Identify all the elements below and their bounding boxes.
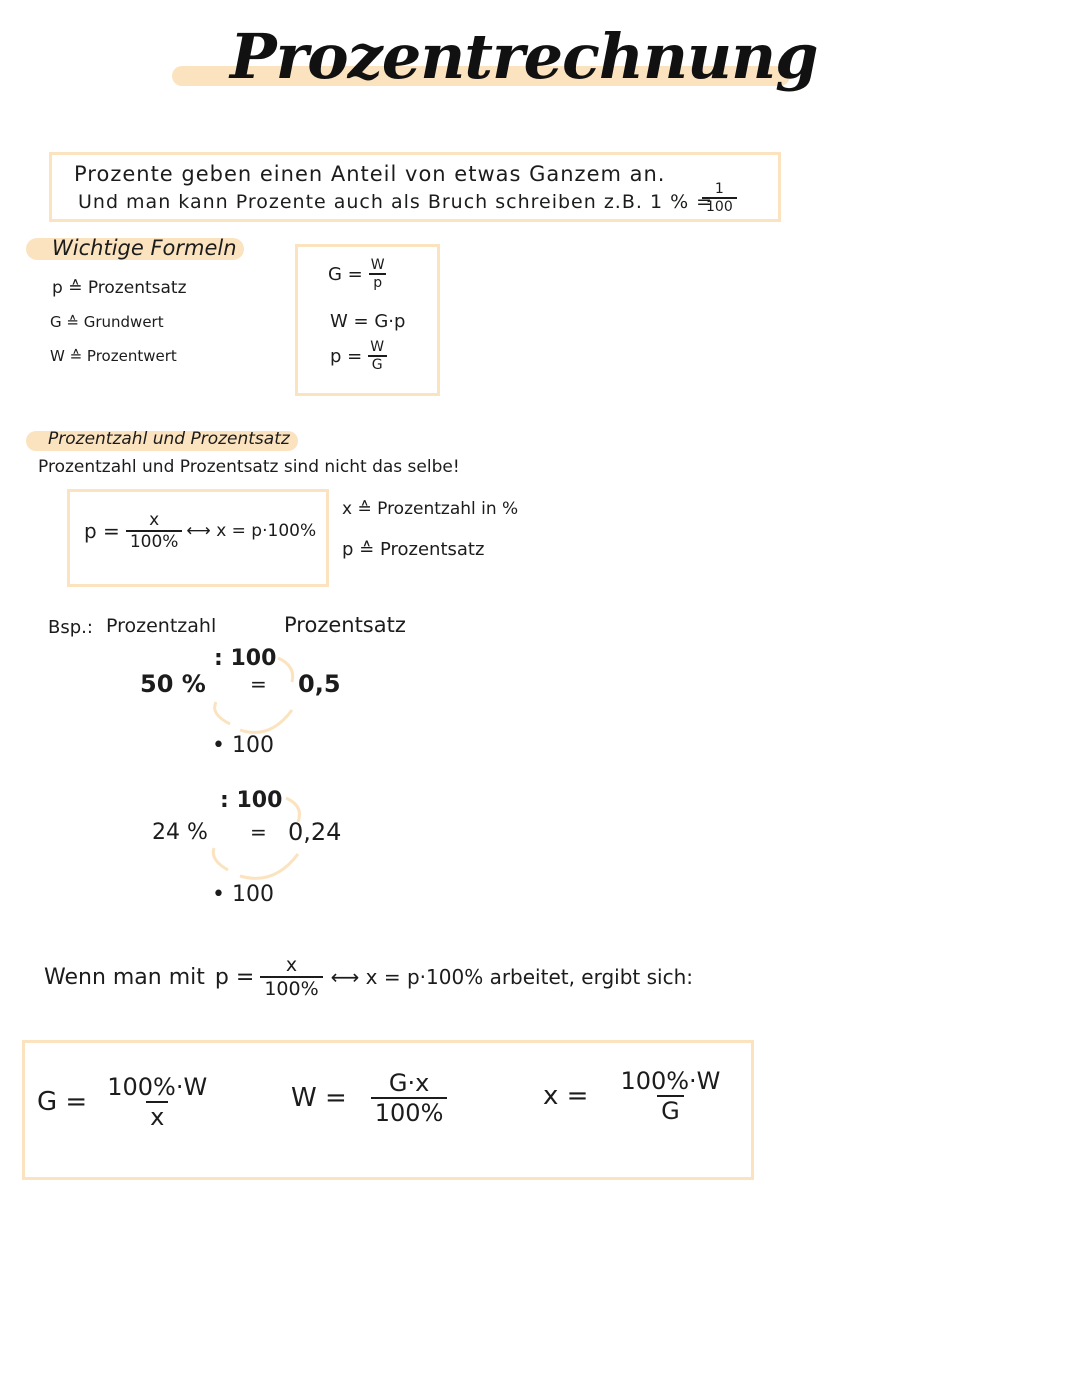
- formeln-heading: Wichtige Formeln: [52, 236, 237, 260]
- ergebnis-x-frac: [616, 1067, 724, 1125]
- ergebnis-box: [22, 1040, 754, 1180]
- ergebnis-w-den: 100%: [371, 1097, 448, 1127]
- intro-fraction: [702, 181, 737, 215]
- formula-p-frac: [366, 339, 388, 373]
- ergebnis-p-lhs: p =: [214, 964, 255, 990]
- prozentzahl-p-lhs: p =: [84, 519, 120, 543]
- ex1-arrow-arcs: [200, 652, 310, 742]
- ex1-eq: =: [250, 672, 267, 696]
- ex2-mul: • 100: [212, 882, 274, 907]
- formula-g-num: W: [370, 257, 385, 273]
- formula-w: W = G·p: [330, 311, 406, 332]
- ergebnis-x: [543, 1067, 724, 1125]
- ex1-back-arc: [215, 702, 230, 724]
- intro-frac-den: 100: [702, 197, 737, 215]
- ergebnis-g-den: x: [146, 1101, 168, 1131]
- def-prozentsatz: p ≙ Prozentsatz: [52, 278, 187, 298]
- ergebnis-p-frac: [260, 954, 322, 1000]
- legend-x: x ≙ Prozentzahl in %: [342, 499, 519, 519]
- ex1-top-arc: [278, 658, 293, 682]
- ergebnis-relation: ⟷ x = p·100% arbeitet, ergibt sich:: [330, 965, 694, 989]
- intro-line-1: Prozente geben einen Anteil von etwas Ganzem an.: [74, 162, 666, 186]
- page-title: Prozentrechnung: [230, 20, 818, 93]
- intro-line-2: Und man kann Prozente auch als Bruch schreiben z.B. 1 % =: [78, 191, 714, 213]
- ergebnis-w-num: G·x: [388, 1069, 430, 1097]
- ergebnis-g: [37, 1073, 211, 1131]
- formula-p-lhs: p =: [330, 345, 363, 367]
- ex1-left: 50 %: [140, 670, 206, 698]
- ex2-back-arc: [213, 848, 228, 870]
- ergebnis-line: [44, 954, 693, 1000]
- prozentzahl-p-num: x: [149, 510, 160, 530]
- def-grundwert: G ≙ Grundwert: [50, 313, 164, 331]
- ergebnis-w-lhs: W =: [291, 1083, 347, 1113]
- prozentzahl-p-den: 100%: [126, 530, 183, 552]
- ex1-right: 0,5: [298, 670, 341, 698]
- prozentzahl-p-frac: [126, 510, 183, 552]
- ergebnis-x-num: 100%·W: [620, 1067, 721, 1095]
- ergebnis-p-den: 100%: [260, 976, 322, 1000]
- ergebnis-w-frac: [371, 1069, 448, 1127]
- bsp-label: Bsp.:: [48, 617, 93, 638]
- formula-g-den: p: [369, 273, 386, 291]
- prozentzahl-heading: Prozentzahl und Prozentsatz: [48, 429, 290, 449]
- def-prozentwert: W ≙ Prozentwert: [50, 347, 177, 365]
- ex2-right: 0,24: [288, 818, 342, 846]
- ergebnis-p-num: x: [285, 954, 298, 976]
- bsp-col-prozentzahl: Prozentzahl: [106, 615, 217, 637]
- formula-g: [328, 257, 389, 291]
- ex2-div: : 100: [220, 788, 283, 813]
- ex1-bottom-arc: [240, 710, 292, 733]
- intro-frac-num: 1: [714, 181, 724, 197]
- intro-box: [49, 152, 781, 222]
- formeln-box: [295, 244, 440, 396]
- formula-p: [330, 339, 388, 373]
- ex2-left: 24 %: [152, 820, 208, 845]
- prozentzahl-box: [67, 489, 329, 587]
- bsp-col-prozentsatz: Prozentsatz: [284, 613, 406, 637]
- ex2-eq: =: [250, 820, 267, 844]
- ex1-mul: • 100: [212, 733, 274, 758]
- prozentzahl-formula: [84, 510, 316, 552]
- prozentzahl-note: Prozentzahl und Prozentsatz sind nicht das selbe!: [38, 457, 460, 477]
- formula-g-frac: [367, 257, 389, 291]
- legend-p: p ≙ Prozentsatz: [342, 539, 485, 560]
- formula-p-den: G: [368, 355, 387, 373]
- ergebnis-w: [291, 1069, 447, 1127]
- ex2-bottom-arc: [240, 854, 298, 878]
- ergebnis-x-den: G: [657, 1095, 684, 1125]
- ex2-top-arc: [286, 798, 300, 822]
- formula-p-num: W: [370, 339, 385, 355]
- ergebnis-g-frac: [103, 1073, 211, 1131]
- prozentzahl-relation: ⟷ x = p·100%: [186, 521, 317, 541]
- ergebnis-g-num: 100%·W: [107, 1073, 208, 1101]
- formula-g-lhs: G =: [328, 263, 363, 285]
- ex2-arrow-arcs: [200, 790, 310, 890]
- ergebnis-intro: Wenn man mit: [44, 964, 205, 990]
- ergebnis-g-lhs: G =: [37, 1087, 88, 1117]
- ex1-div: : 100: [214, 646, 277, 671]
- ergebnis-x-lhs: x =: [543, 1081, 589, 1111]
